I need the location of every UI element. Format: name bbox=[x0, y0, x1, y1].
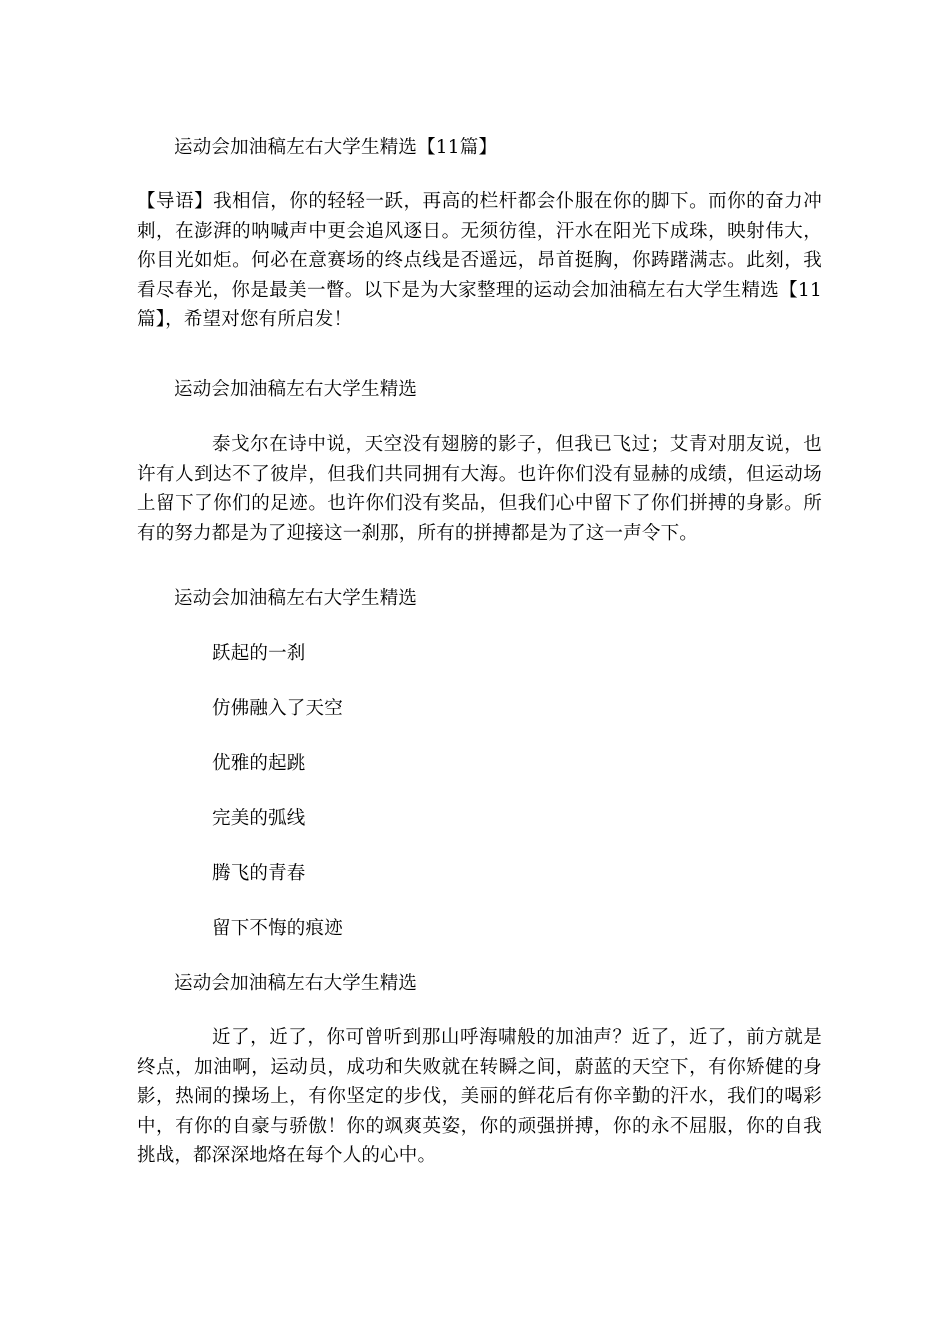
section-heading-1: 运动会加油稿左右大学生精选 bbox=[174, 379, 418, 400]
section-paragraph-1: 泰戈尔在诗中说，天空没有翅膀的影子，但我已飞过；艾青对朋友说，也许有人到达不了彼岸，但我们共同拥有大海。也许你们没有显赫的成绩，但运动场上留下了你们的足迹。也许你们没有奖品，但我们心中留下了你们拼搏的身影。所有的努力都是为了迎接这一刹那，所有的拼搏都是为了这一声令下。 bbox=[137, 434, 822, 544]
section-heading-2: 运动会加油稿左右大学生精选 bbox=[174, 588, 418, 609]
poem-line: 优雅的起跳 bbox=[212, 753, 306, 774]
section-paragraph-3: 近了，近了，你可曾听到那山呼海啸般的加油声？近了，近了，前方就是终点，加油啊，运动员，成功和失败就在转瞬之间，蔚蓝的天空下，有你矫健的身影，热闹的操场上，有你坚定的步伐，美丽的鲜花后有你辛勤的汗水，我们的喝彩中，有你的自豪与骄傲！你的飒爽英姿，你的顽强拼搏，你的永不屈服，你的自我挑战，都深深地烙在每个人的心中。 bbox=[137, 1027, 822, 1167]
poem-line: 跃起的一刹 bbox=[212, 643, 306, 664]
poem-line: 腾飞的青春 bbox=[212, 863, 306, 884]
document-title: 运动会加油稿左右大学生精选【11篇】 bbox=[174, 137, 498, 158]
poem-line: 仿佛融入了天空 bbox=[212, 698, 343, 719]
poem-line: 完美的弧线 bbox=[212, 808, 306, 829]
poem-line: 留下不悔的痕迹 bbox=[212, 918, 343, 939]
section-heading-3: 运动会加油稿左右大学生精选 bbox=[174, 973, 418, 994]
intro-paragraph: 【导语】我相信，你的轻轻一跃，再高的栏杆都会仆服在你的脚下。而你的奋力冲刺，在澎湃的呐喊声中更会追风逐日。无须彷徨，汗水在阳光下成珠，映射伟大，你目光如炬。何必在意赛场的终点线是否遥远，昂首挺胸，你踌躇满志。此刻，我看尽春光，你是最美一瞥。以下是为大家整理的运动会加油稿左右大学生精选【11篇】，希望对您有所启发！ bbox=[137, 191, 822, 331]
